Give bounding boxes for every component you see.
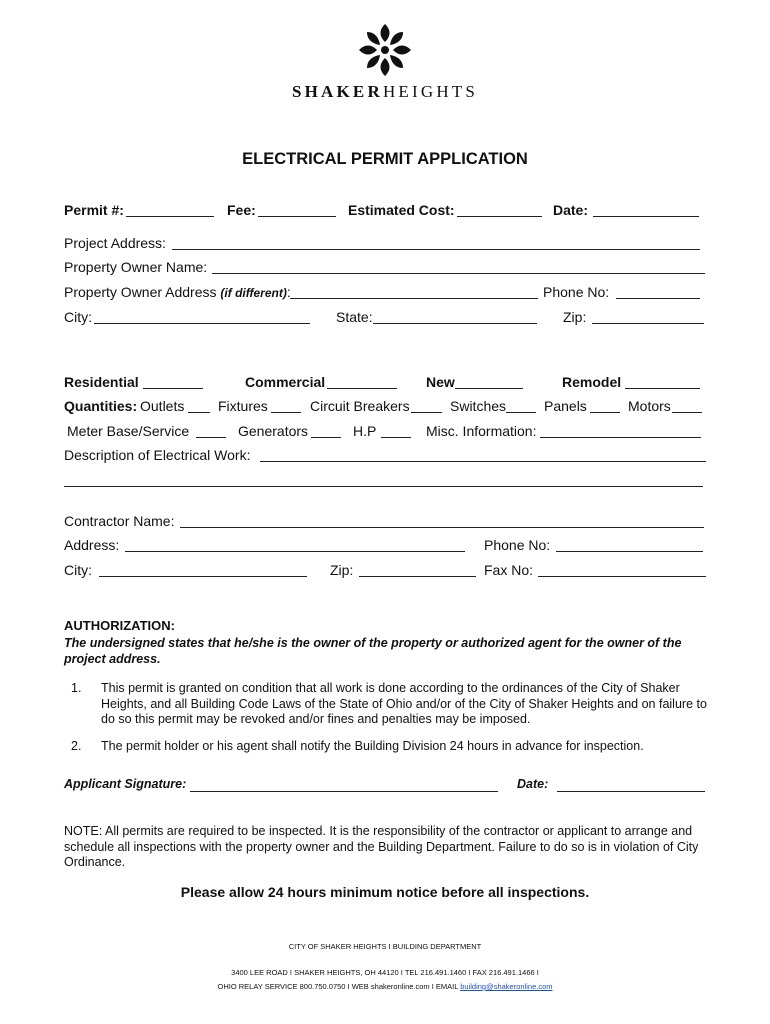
switches-label: Switches [450, 398, 507, 414]
authorization-statement: The undersigned states that he/she is the owner of the property or authorized agent for the owner of the project address. [64, 636, 682, 666]
date-label: Date: [553, 202, 589, 218]
estimated-cost-field[interactable] [457, 202, 542, 217]
leaf-cluster-icon [355, 20, 415, 80]
residential-field[interactable] [143, 374, 203, 389]
contractor-zip-field[interactable] [359, 562, 476, 577]
panels-label: Panels [544, 398, 587, 414]
owner-state-field[interactable] [373, 309, 537, 324]
permit-field[interactable] [126, 202, 214, 217]
fee-label: Fee: [227, 202, 256, 218]
signature-date-label: Date: [517, 777, 549, 791]
item-2-text: The permit holder or his agent shall notify the Building Division 24 hours in advance for inspection. [101, 739, 644, 753]
owner-phone-label: Phone No: [543, 284, 610, 300]
footer-department: CITY OF SHAKER HEIGHTS I BUILDING DEPARTMENT [288, 942, 482, 951]
quantities-label: Quantities: [64, 398, 138, 414]
circuit-breakers-field[interactable] [411, 398, 442, 413]
item-1-text: This permit is granted on condition that all work is done according to the ordinances of the City of Shaker Heights, and all Building Code Laws of the State of Ohio and/or of the City of Shaker Heights and on failure to do so this permit may be revoked and/or fines and penalties may be imposed. [101, 681, 707, 726]
motors-label: Motors [628, 398, 671, 414]
residential-label: Residential [64, 374, 139, 390]
signature-label: Applicant Signature: [64, 777, 187, 791]
quantities-row [0, 398, 770, 416]
item-2-number: 2. [71, 739, 82, 753]
inspection-notice: Please allow 24 hours minimum notice before all inspections. [180, 884, 590, 900]
owner-zip-field[interactable] [592, 309, 704, 324]
contractor-name-row [0, 513, 770, 531]
contractor-city-row [0, 562, 770, 580]
outlets-label: Outlets [140, 398, 185, 414]
item-1-number: 1. [71, 681, 82, 695]
contractor-name-field[interactable] [180, 513, 704, 528]
footer-contact: OHIO RELAY SERVICE 800.750.0750 I WEB shakeronline.com I EMAIL building@shakeronline.com [217, 982, 553, 991]
description-row [0, 447, 770, 465]
permit-info-row [0, 202, 770, 220]
outlets-field[interactable] [188, 398, 210, 413]
project-address-field[interactable] [172, 235, 700, 250]
hp-label: H.P [353, 423, 377, 439]
contractor-name-label: Contractor Name: [64, 513, 175, 529]
remodel-field[interactable] [625, 374, 700, 389]
owner-address-field[interactable] [290, 284, 538, 299]
signature-field[interactable] [190, 777, 498, 792]
meter-row [0, 423, 770, 441]
contractor-address-field[interactable] [125, 537, 465, 552]
contractor-address-row [0, 537, 770, 555]
footer-address: 3400 LEE ROAD I SHAKER HEIGHTS, OH 44120 I TEL 216.491.1460 I FAX 216.491.1466 I [231, 968, 539, 977]
description-field-2[interactable] [64, 472, 703, 487]
motors-field[interactable] [672, 398, 702, 413]
owner-address-label: Property Owner Address (if different): [64, 284, 291, 300]
brand-name: SHAKERHEIGHTS [291, 82, 479, 101]
owner-city-label: City: [64, 309, 92, 325]
owner-city-row [0, 309, 770, 327]
owner-phone-field[interactable] [616, 284, 700, 299]
authorization-heading: AUTHORIZATION: [64, 618, 175, 633]
estimated-cost-label: Estimated Cost: [348, 202, 455, 218]
owner-name-field[interactable] [212, 259, 705, 274]
generators-label: Generators [238, 423, 309, 439]
contractor-fax-label: Fax No: [484, 562, 534, 578]
contractor-address-label: Address: [64, 537, 120, 553]
owner-city-field[interactable] [94, 309, 310, 324]
misc-info-label: Misc. Information: [426, 423, 537, 439]
meter-base-field[interactable] [196, 423, 226, 438]
contractor-phone-label: Phone No: [484, 537, 551, 553]
fee-field[interactable] [258, 202, 336, 217]
date-field[interactable] [593, 202, 699, 217]
misc-info-field[interactable] [540, 423, 701, 438]
panels-field[interactable] [590, 398, 620, 413]
contractor-phone-field[interactable] [556, 537, 703, 552]
inspection-note: NOTE: All permits are required to be inspected. It is the responsibility of the contractor or applicant to arrange and schedule all inspections with the property owner and the Building Department. Failure to do so is in violation of City Ordinance. [64, 824, 699, 869]
contractor-city-label: City: [64, 562, 92, 578]
hp-field[interactable] [381, 423, 411, 438]
fixtures-label: Fixtures [218, 398, 268, 414]
permit-label: Permit #: [64, 202, 124, 218]
contractor-zip-label: Zip: [330, 562, 354, 578]
project-address-label: Project Address: [64, 235, 166, 251]
project-address-row [0, 235, 770, 253]
description-row-2 [0, 472, 770, 490]
permit-type-row [0, 374, 770, 392]
owner-address-row [0, 284, 770, 302]
description-label: Description of Electrical Work: [64, 447, 251, 463]
generators-field[interactable] [311, 423, 341, 438]
signature-date-field[interactable] [557, 777, 705, 792]
owner-state-label: State: [336, 309, 373, 325]
meter-base-label: Meter Base/Service [67, 423, 190, 439]
remodel-label: Remodel [562, 374, 622, 390]
fixtures-field[interactable] [271, 398, 301, 413]
commercial-field[interactable] [327, 374, 397, 389]
owner-name-row [0, 259, 770, 277]
description-field[interactable] [260, 447, 706, 462]
owner-name-label: Property Owner Name: [64, 259, 208, 275]
circuit-breakers-label: Circuit Breakers [310, 398, 410, 414]
switches-field[interactable] [506, 398, 536, 413]
footer-email-link[interactable]: building@shakeronline.com [460, 982, 553, 991]
new-field[interactable] [455, 374, 523, 389]
contractor-fax-field[interactable] [538, 562, 706, 577]
form-title: ELECTRICAL PERMIT APPLICATION [242, 150, 528, 168]
signature-row [0, 777, 770, 795]
contractor-city-field[interactable] [99, 562, 307, 577]
owner-zip-label: Zip: [563, 309, 587, 325]
commercial-label: Commercial [245, 374, 326, 390]
new-label: New [426, 374, 455, 390]
